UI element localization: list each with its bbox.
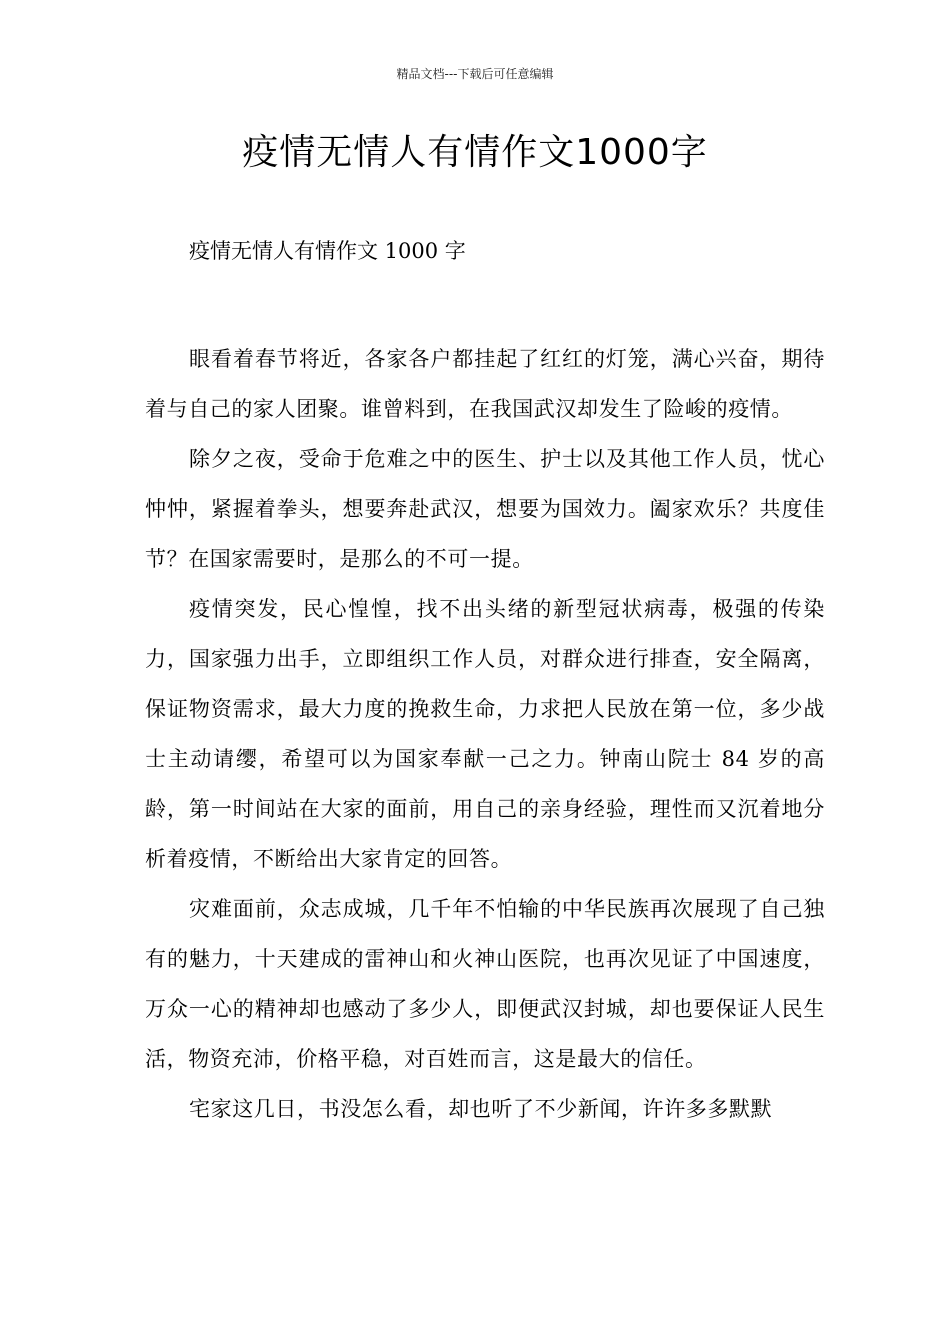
paragraph: 眼看着春节将近，各家各户都挂起了红红的灯笼，满心兴奋，期待着与自己的家人团聚。谁曾料到，在我国武汉却发生了险峻的疫情。: [145, 347, 825, 421]
paragraph: 宅家这几日，书没怎么看，却也听了不少新闻，许许多多默默: [189, 1097, 773, 1121]
page-title: 疫情无情人有情作文1000字: [242, 132, 708, 173]
body-text: [145, 334, 825, 1134]
paragraph: 灾难面前，众志成城，几千年不怕输的中华民族再次展现了自己独有的魅力，十天建成的雷神山和火神山医院，也再次见证了中国速度，万众一心的精神却也感动了多少人，即便武汉封城，却也要保证人民生活，物资充沛，价格平稳，对百姓而言，这是最大的信任。: [145, 897, 825, 1071]
paragraph: 除夕之夜，受命于危难之中的医生、护士以及其他工作人员，忧心忡忡，紧握着拳头，想要奔赴武汉，想要为国效力。阖家欢乐？共度佳节？在国家需要时，是那么的不可一提。: [145, 447, 825, 571]
paragraph: 疫情突发，民心惶惶，找不出头绪的新型冠状病毒，极强的传染力，国家强力出手，立即组织工作人员，对群众进行排查，安全隔离，保证物资需求，最大力度的挽救生命，力求把人民放在第一位，多少战士主动请缨，希望可以为国家奉献一己之力。钟南山院士 84 岁的高龄，第一时间站在大家的面前，用自己的亲身经验，理性而又沉着地分析着疫情，不断给出大家肯定的回答。: [145, 597, 825, 871]
header-note: 精品文档---下载后可任意编辑: [396, 67, 554, 81]
subtitle: 疫情无情人有情作文 1000 字: [189, 239, 466, 263]
